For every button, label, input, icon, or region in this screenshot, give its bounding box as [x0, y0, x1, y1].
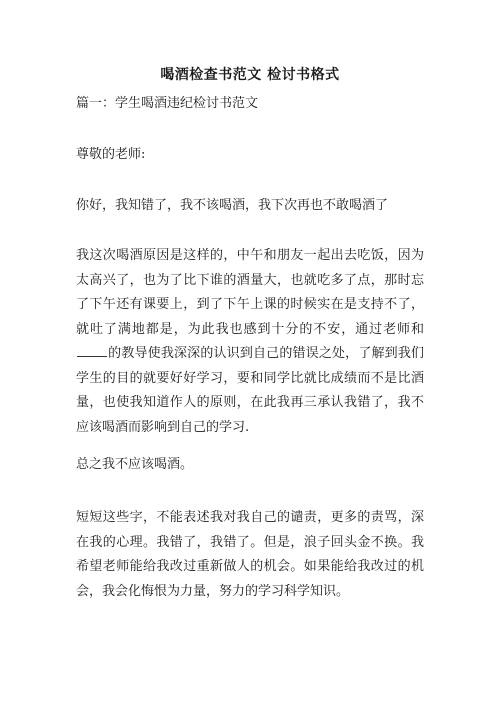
fill-in-blank	[77, 344, 107, 357]
paragraph-reason-part2: 的教导使我深深的认识到自己的错误之处，了解到我们学生的目的就要好好学习，要和同学比就比成绩而不是比酒量，也使我知道作人的原则，在此我再三承认我错了，我不应该喝酒而影响到自己的学习.	[76, 346, 424, 435]
paragraph-conclusion: 总之我不应该喝酒。	[76, 457, 194, 472]
section-heading: 篇一：学生喝酒违纪检讨书范文	[76, 96, 259, 111]
salutation: 尊敬的老师:	[76, 147, 146, 162]
paragraph-reason-part1: 我这次喝酒原因是这样的，中午和朋友一起出去吃饭，因为太高兴了，也为了比下谁的酒量大，也就吃多了点，那时忘了下午还有课要上，到了下午上课的时候实在是支持不了，就吐了满地都是，为此我也感到十分的不安，通过老师和	[76, 248, 424, 337]
paragraph-apology: 你好，我知错了，我不该喝酒，我下次再也不敢喝酒了	[76, 198, 389, 213]
paragraph-reason	[76, 244, 424, 440]
paragraph-reflection: 短短这些字，不能表述我对我自己的谴责，更多的责骂，深在我的心理。我错了，我错了。但是，浪子回头金不换。我希望老师能给我改过重新做人的机会。如果能给我改过的机会，我会化悔恨为力量，努力的学习科学知识。	[76, 510, 424, 599]
document-title: 喝酒检查书范文 检讨书格式	[160, 67, 340, 83]
